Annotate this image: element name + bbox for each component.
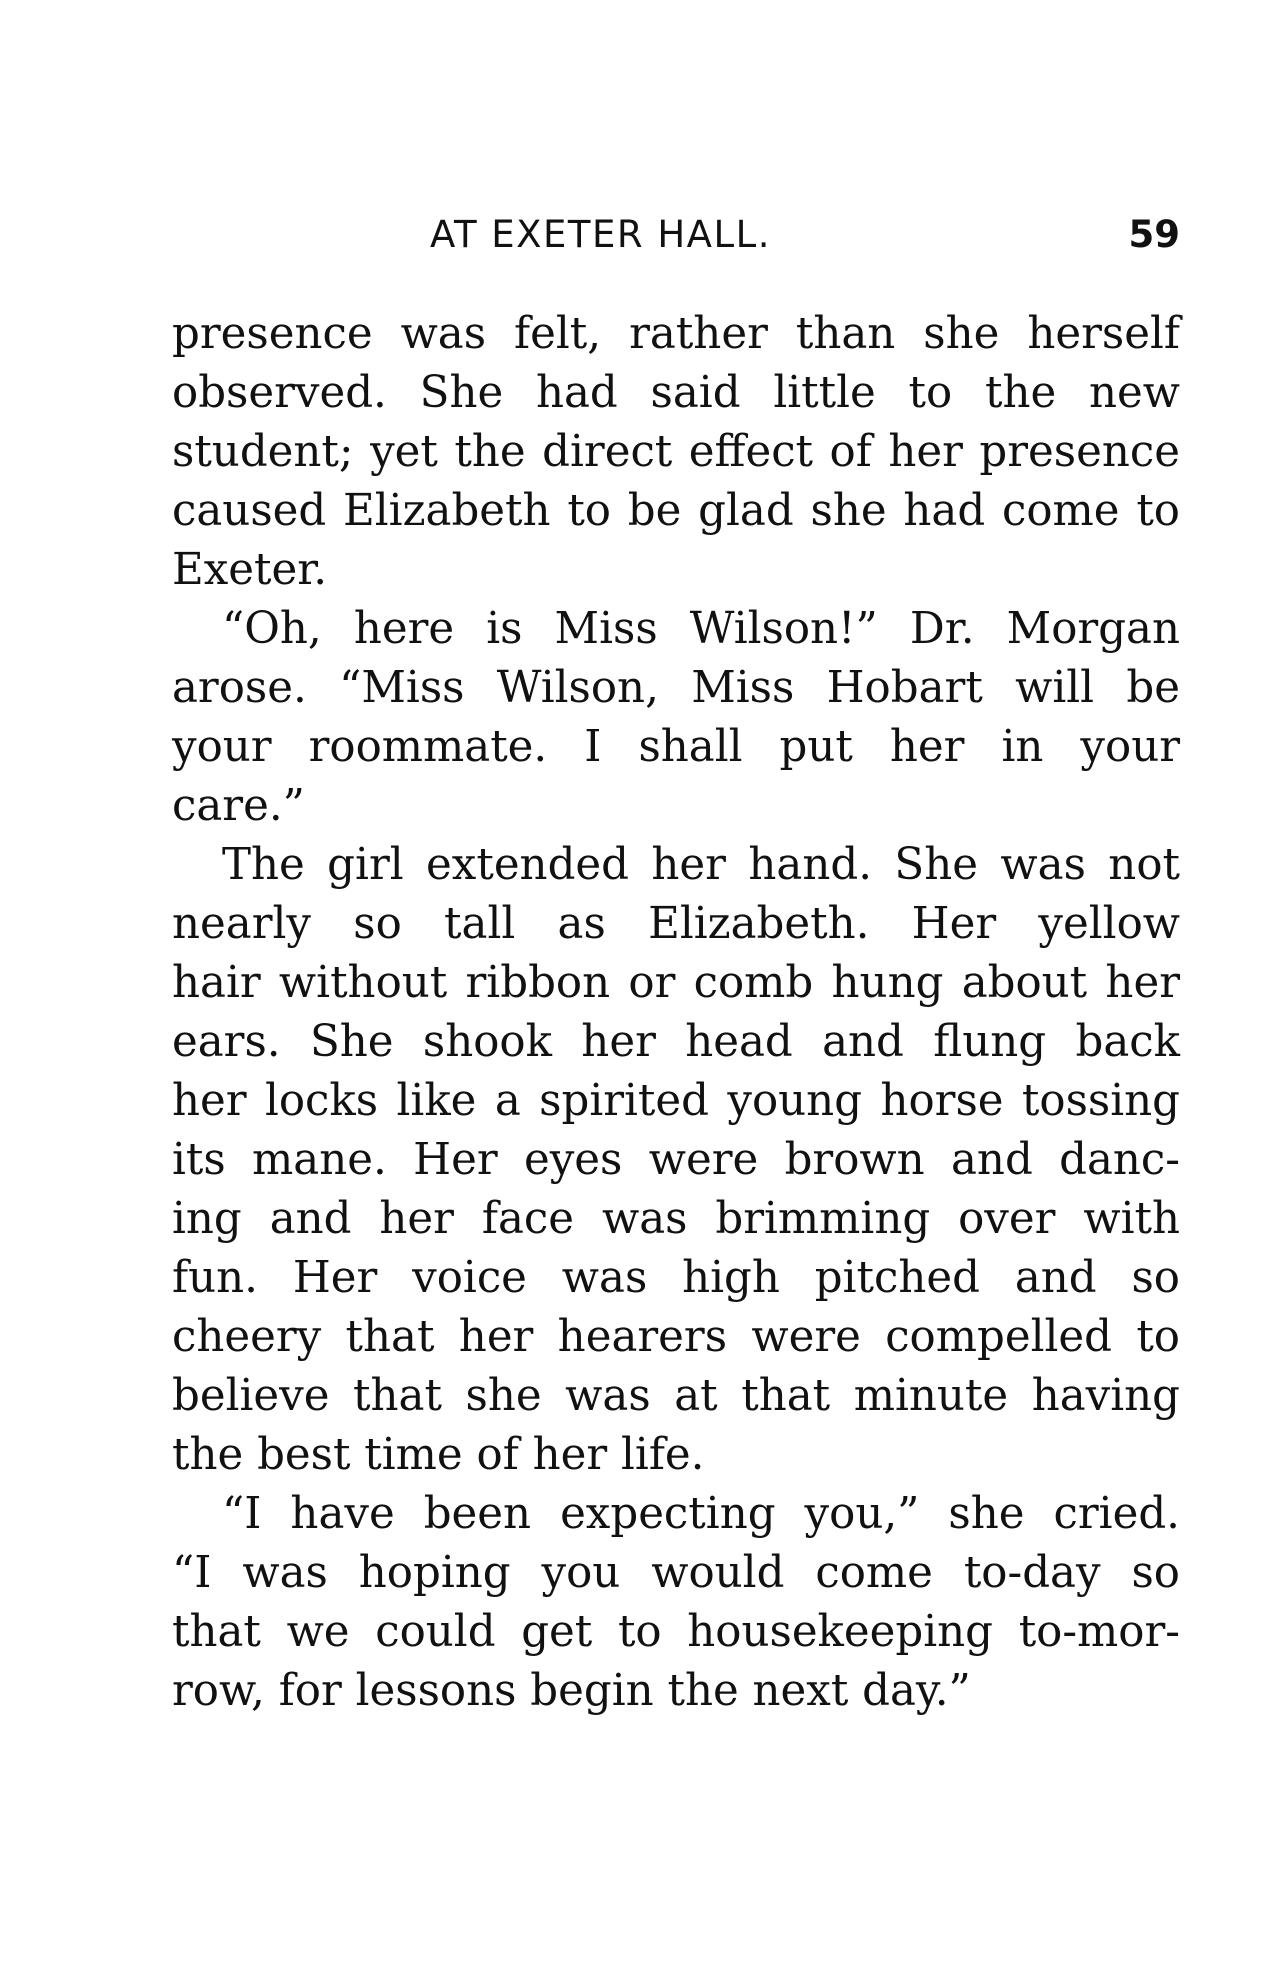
text-line: her locks like a spirited young horse tossing [172, 1076, 1180, 1126]
text-line: believe that she was at that minute having [172, 1371, 1180, 1421]
text-line: care.” [172, 781, 305, 831]
page-number: 59 [1128, 213, 1180, 256]
text-line: the best time of her life. [172, 1430, 705, 1480]
text-line: your roommate. I shall put her in your [172, 722, 1180, 772]
text-line: hair without ribbon or comb hung about her [172, 958, 1180, 1008]
text-line: presence was felt, rather than she herself [172, 309, 1180, 359]
text-line: fun. Her voice was high pitched and so [172, 1253, 1180, 1303]
text-line: nearly so tall as Elizabeth. Her yellow [172, 899, 1180, 949]
text-line: student; yet the direct effect of her presence [172, 427, 1180, 477]
text-line: that we could get to housekeeping to-mor- [172, 1607, 1180, 1657]
text-line: arose. “Miss Wilson, Miss Hobart will be [172, 663, 1180, 713]
running-title: AT EXETER HALL. [430, 213, 771, 256]
body-text [172, 305, 1180, 1721]
running-head [172, 213, 1180, 273]
text-line: observed. She had said little to the new [172, 368, 1180, 418]
text-line: “Oh, here is Miss Wilson!” Dr. Morgan [222, 604, 1180, 654]
text-line: row, for lessons begin the next day.” [172, 1666, 971, 1716]
text-line: “I was hoping you would come to-day so [172, 1548, 1180, 1598]
text-line: its mane. Her eyes were brown and danc- [172, 1135, 1180, 1185]
text-line: ing and her face was brimming over with [172, 1194, 1180, 1244]
text-line: ears. She shook her head and flung back [172, 1017, 1180, 1067]
text-line: “I have been expecting you,” she cried. [222, 1489, 1180, 1539]
text-line: cheery that her hearers were compelled to [172, 1312, 1180, 1362]
text-line: The girl extended her hand. She was not [222, 840, 1180, 890]
text-line: Exeter. [172, 545, 328, 595]
text-line: caused Elizabeth to be glad she had come to [172, 486, 1180, 536]
